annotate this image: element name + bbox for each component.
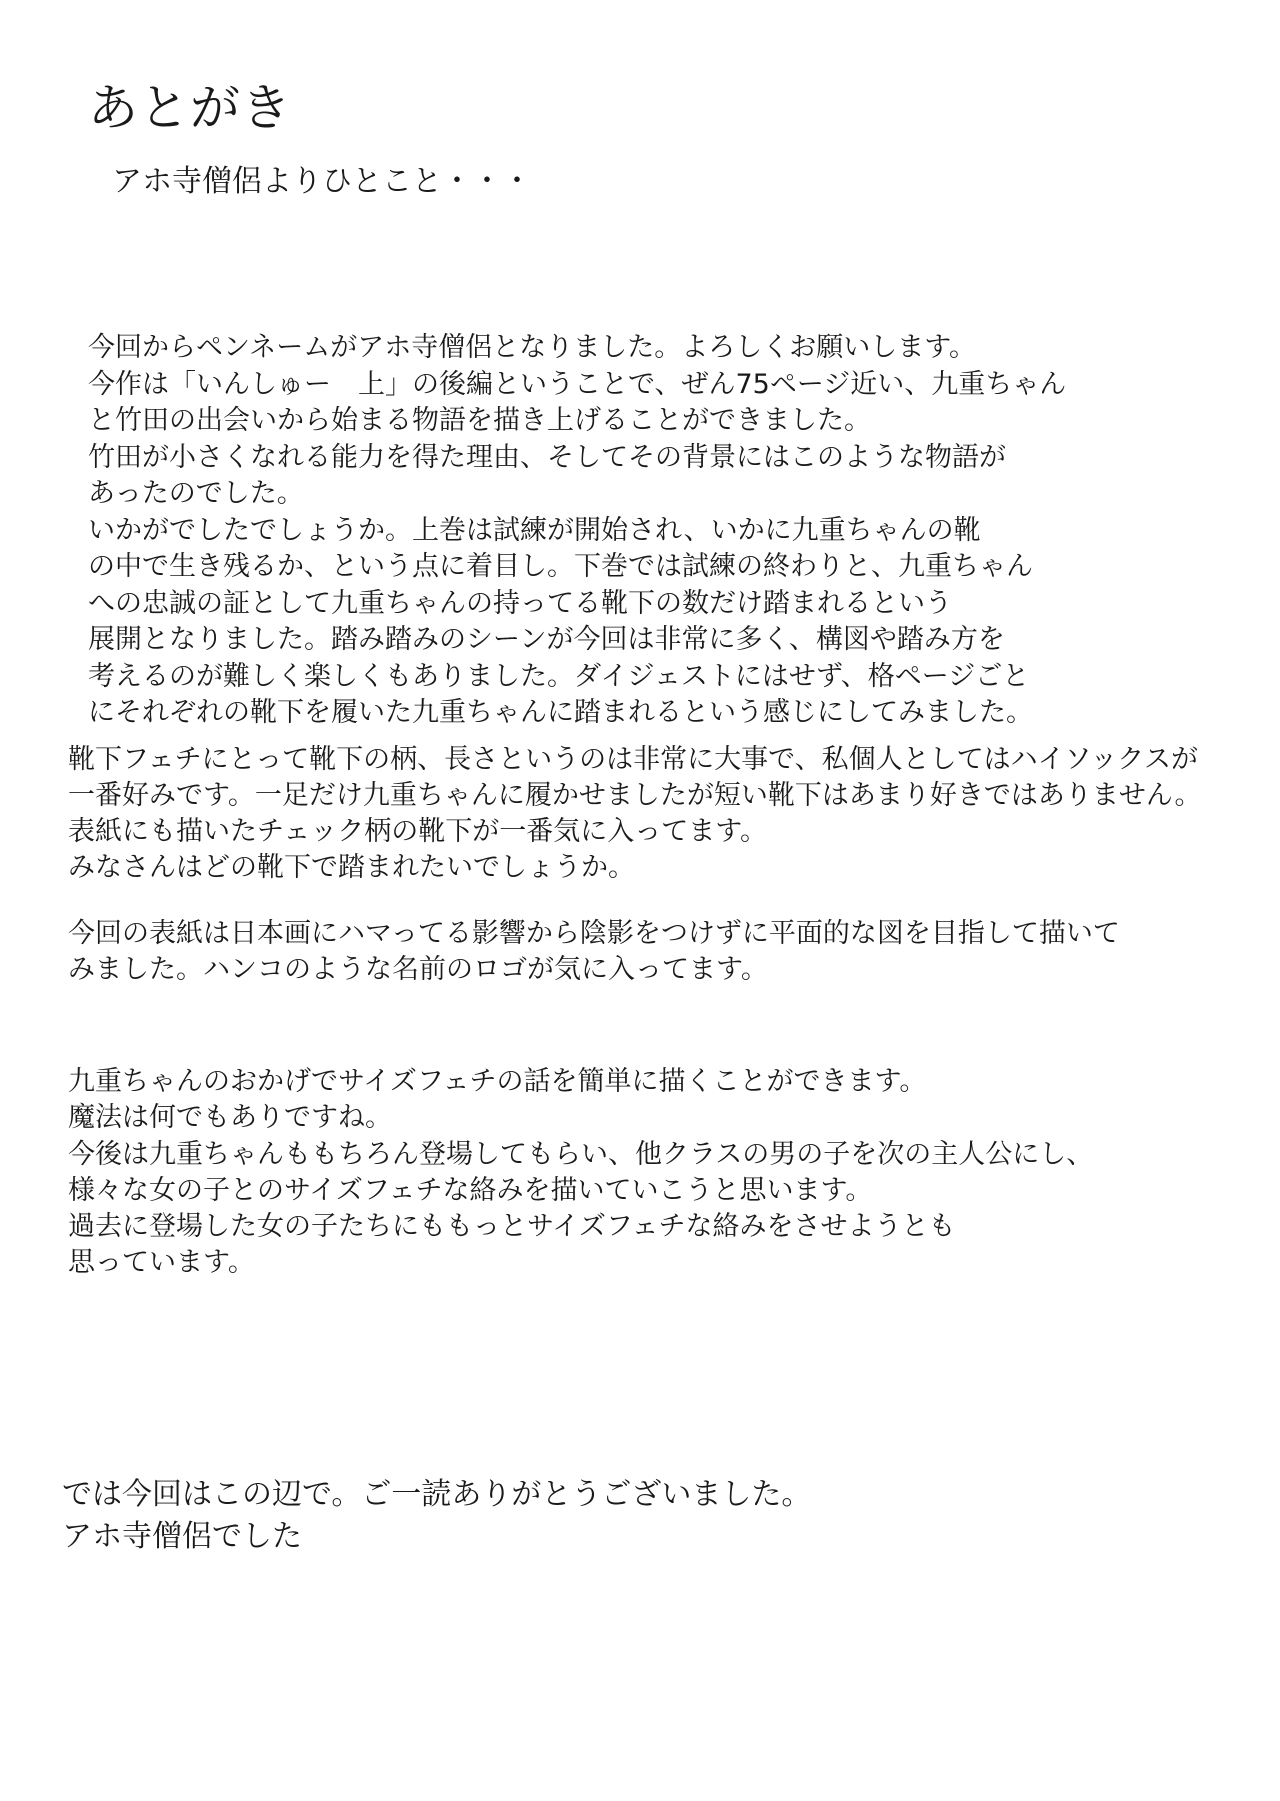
text-line: あったのでした。: [88, 478, 304, 509]
text-line: いかがでしたでしょうか。上巻は試練が開始され、いかに九重ちゃんの靴: [88, 514, 981, 546]
paragraph-future: [68, 1064, 1093, 1282]
text-line: 今後は九重ちゃんももちろん登場してもらい、他クラスの男の子を次の主人公にし、: [68, 1138, 1094, 1170]
page-title: あとがき: [88, 79, 292, 137]
author-signoff: アホ寺僧侶でした: [62, 1519, 302, 1554]
text-line: 靴下フェチにとって靴下の柄、長さというのは非常に大事で、私個人としてはハイソックスが: [68, 744, 1198, 775]
text-line: 今回からペンネームがアホ寺僧侶となりました。よろしくお願いします。: [88, 332, 977, 363]
closing-message: [62, 1474, 811, 1558]
text-line: では今回はこの辺で。ご一読ありがとうございました。: [62, 1477, 812, 1512]
paragraph-cover: [68, 916, 1120, 988]
text-line: への忠誠の証として九重ちゃんの持ってる靴下の数だけ踏まれるという: [88, 587, 952, 619]
text-line: 表紙にも描いたチェック柄の靴下が一番気に入ってます。: [68, 816, 768, 847]
author-subtitle: アホ寺僧侶よりひとこと・・・: [112, 164, 532, 199]
text-line: にそれぞれの靴下を履いた九重ちゃんに踏まれるという感じにしてみました。: [88, 697, 1033, 728]
text-line: と竹田の出会いから始まる物語を描き上げることができました。: [88, 405, 871, 436]
paragraph-socks: [68, 742, 1201, 886]
text-line: 過去に登場した女の子たちにももっとサイズフェチな絡みをさせようとも: [68, 1211, 956, 1243]
text-line: 展開となりました。踏み踏みのシーンが今回は非常に多く、構図や踏み方を: [88, 624, 1005, 655]
paragraph-intro: [88, 330, 1066, 732]
text-line: みました。ハンコのような名前のロゴが気に入ってます。: [68, 954, 768, 985]
text-line: 今作は「いんしゅー 上」の後編ということで、ぜん75ページ近い、九重ちゃん: [88, 368, 1067, 400]
text-line: 竹田が小さくなれる能力を得た理由、そしてその背景にはこのような物語が: [88, 441, 1006, 473]
text-line: の中で生き残るか、という点に着目し。下巻では試練の終わりと、九重ちゃん: [88, 551, 1033, 582]
text-line: みなさんはどの靴下で踏まれたいでしょうか。: [68, 852, 635, 883]
text-line: 一番好みです。一足だけ九重ちゃんに履かせましたが短い靴下はあまり好きではありません。: [68, 780, 1202, 811]
text-line: 思っています。: [68, 1247, 255, 1279]
text-line: 魔法は何でもありですね。: [68, 1102, 392, 1134]
text-line: 今回の表紙は日本画にハマってる影響から陰影をつけずに平面的な図を目指して描いて: [68, 918, 1120, 949]
text-line: 様々な女の子とのサイズフェチな絡みを描いていこうと思います。: [68, 1174, 873, 1206]
text-line: 九重ちゃんのおかげでサイズフェチの話を簡単に描くことができます。: [68, 1066, 927, 1097]
text-line: 考えるのが難しく楽しくもありました。ダイジェストにはせず、格ページごと: [88, 660, 1030, 692]
